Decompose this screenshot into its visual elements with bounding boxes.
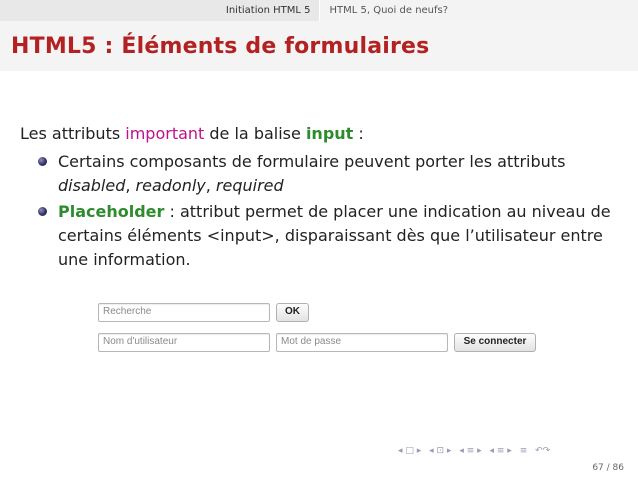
intro-suffix: : xyxy=(353,124,364,143)
subsection-nav-icon[interactable]: ◂ ⊡ ▸ xyxy=(429,446,452,456)
attr-readonly: readonly xyxy=(135,176,206,195)
bullet-icon xyxy=(38,207,47,216)
bullet1-text: Certains composants de formulaire peuvent porter les attributs xyxy=(58,152,566,171)
list-item xyxy=(20,200,620,272)
toc-nav-icon[interactable]: ≡ xyxy=(519,446,528,456)
ok-button-label: OK xyxy=(285,306,300,317)
intro-line xyxy=(20,122,620,146)
attr-required: required xyxy=(215,176,284,195)
attr-separator: , xyxy=(205,176,216,195)
header-navigation-bar xyxy=(0,0,638,21)
bullet2-text: : attribut permet de placer une indication au niveau de certains éléments <input>, disparaissant dès que l’utilisateur entre une information. xyxy=(58,202,611,269)
search-input[interactable] xyxy=(98,303,270,322)
bullet-icon xyxy=(38,157,47,166)
intro-mid: de la balise xyxy=(204,124,306,143)
document-nav-icon[interactable]: ◂ ≡ ▸ xyxy=(489,446,512,456)
intro-prefix: Les attributs xyxy=(20,124,126,143)
section-nav-icon[interactable]: ◂ ≡ ▸ xyxy=(459,446,482,456)
form-example-image xyxy=(98,300,538,360)
section-nav[interactable] xyxy=(0,0,319,21)
attr-disabled: disabled xyxy=(58,176,126,195)
search-placeholder: Recherche xyxy=(103,306,152,317)
frame-title-bar xyxy=(0,21,638,71)
slide-title: HTML5 : Éléments de formulaires xyxy=(11,34,430,59)
bullet-list xyxy=(20,150,620,272)
placeholder-keyword: Placeholder xyxy=(58,202,165,221)
beamer-nav-symbols xyxy=(398,446,628,460)
slide-content xyxy=(20,122,620,274)
page-number: 67 / 86 xyxy=(592,463,624,473)
subsection-nav[interactable] xyxy=(320,0,638,21)
connect-button-label: Se connecter xyxy=(463,336,527,347)
password-placeholder: Mot de passe xyxy=(281,336,342,347)
frame-nav-icon[interactable]: ◂ □ ▸ xyxy=(398,446,422,456)
password-input[interactable] xyxy=(276,333,448,352)
list-item xyxy=(20,150,620,198)
intro-input-keyword: input xyxy=(305,124,354,143)
attr-separator: , xyxy=(125,176,136,195)
username-input[interactable] xyxy=(98,333,270,352)
username-placeholder: Nom d'utilisateur xyxy=(103,336,178,347)
section-title[interactable]: Initiation HTML 5 xyxy=(225,5,311,16)
back-forward-icon[interactable]: ↶↷ xyxy=(535,446,551,456)
intro-important: important xyxy=(125,124,205,143)
connect-button[interactable] xyxy=(454,333,536,352)
subsection-title[interactable]: HTML 5, Quoi de neufs? xyxy=(329,5,449,16)
ok-button[interactable] xyxy=(276,303,309,322)
